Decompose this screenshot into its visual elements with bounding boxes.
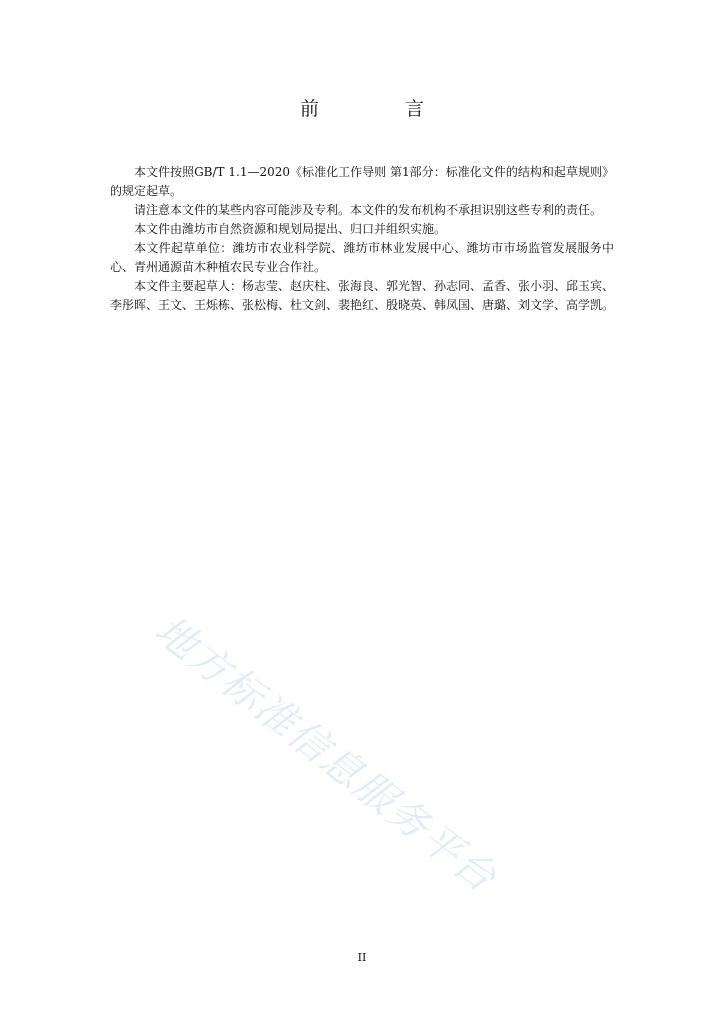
watermark-text: 地方标准信息服务平台 <box>146 607 506 902</box>
foreword-body <box>110 163 614 315</box>
paragraph-patent-notice: 请注意本文件的某些内容可能涉及专利。本文件的发布机构不承担识别这些专利的责任。 <box>134 203 603 217</box>
paragraph-drafting-units: 本文件起草单位：潍坊市农业科学院、潍坊市林业发展中心、潍坊市市场监管发展服务中心、青州通源苗木种植农民专业合作社。 <box>110 241 614 274</box>
page-title: 前 言 <box>299 98 465 120</box>
paragraph-proposer: 本文件由潍坊市自然资源和规划局提出、归口并组织实施。 <box>134 222 447 236</box>
page-number: II <box>357 951 367 964</box>
paragraph-drafters: 本文件主要起草人：杨志莹、赵庆柱、张海良、郭光智、孙志同、孟香、张小羽、邱玉宾、李彤晖、王文、王烁栋、张松梅、杜文剑、裴艳红、殷晓英、韩凤国、唐璐、刘文学、高学凯。 <box>110 279 615 312</box>
paragraph-standard-reference: 本文件按照GB/T 1.1—2020《标准化工作导则 第1部分：标准化文件的结构和起草规则》的规定起草。 <box>110 165 614 198</box>
